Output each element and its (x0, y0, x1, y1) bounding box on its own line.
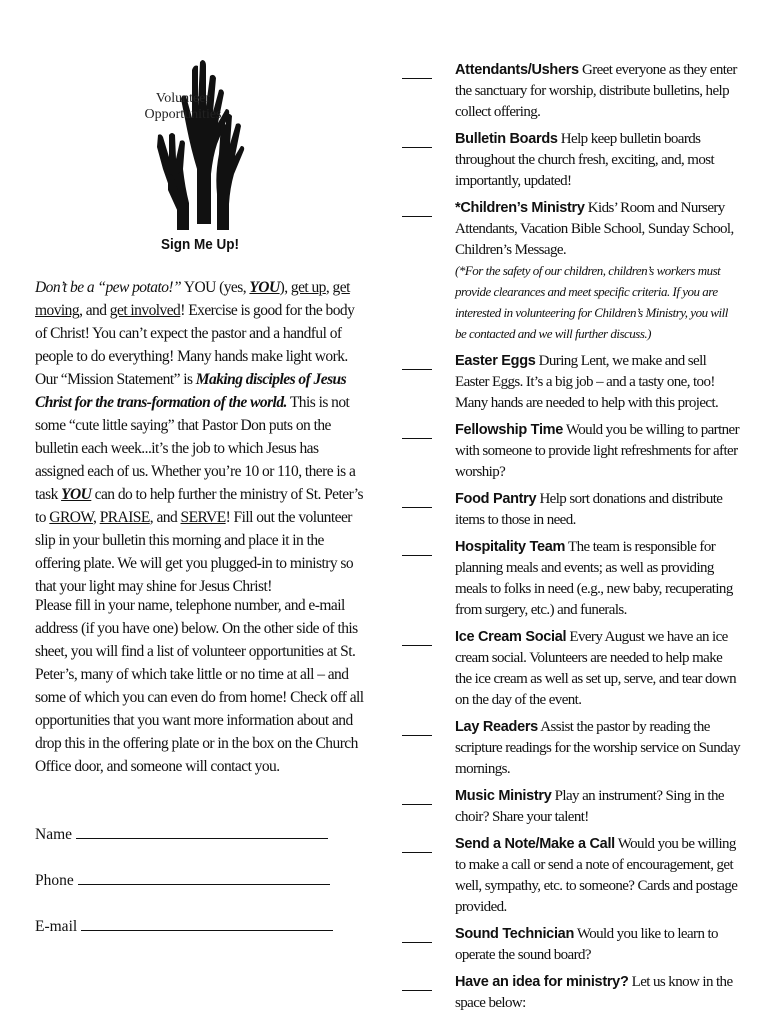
intro-grow: GROW (49, 509, 94, 526)
intro-you-emphasis: YOU (249, 279, 280, 296)
opportunity-item (400, 198, 740, 345)
intro-text: , and (149, 509, 181, 526)
raised-hands-icon (140, 55, 250, 230)
opportunity-desc: Assist the pastor by reading the scripture readings for the worship service on Sunday mornings. (455, 719, 740, 777)
opportunity-name: Attendants/Ushers (455, 62, 579, 78)
intro-text: , (93, 509, 100, 526)
opportunity-item (400, 717, 740, 780)
opportunity-item (400, 972, 740, 1014)
checkbox-blank[interactable] (402, 78, 432, 79)
intro-get-up: get up (290, 279, 326, 296)
opportunity-note: (*For the safety of our children, children’s workers must provide clearances and meet specific criteria. If you are interested in volunteering for Children’s Ministry, you will be contacted and we will further discuss.) (455, 263, 728, 341)
opportunity-name: Fellowship Time (455, 422, 564, 438)
opportunity-name: Have an idea for ministry? (455, 974, 629, 990)
intro-text: ! Fill out the volunteer slip in your bulletin this morning and place it in the offering plate. We will get you plugged-in to ministry so that your light may shine for Jesus Christ! (35, 509, 354, 595)
opportunity-desc: Would you like to learn to operate the sound board? (455, 926, 718, 963)
logo-line-2: Opportunities (144, 107, 222, 122)
opportunity-name: Send a Note/Make a Call (455, 836, 615, 852)
opportunity-item (400, 420, 740, 483)
opportunity-name: Sound Technician (455, 926, 574, 942)
mission-statement: Making disciples of Jesus Christ for the trans-formation of the world. (35, 371, 347, 411)
intro-text: , and (79, 302, 110, 319)
name-input-line[interactable] (76, 822, 328, 839)
checkbox-blank[interactable] (402, 369, 432, 370)
opportunity-desc: Let us know in the space below: (455, 974, 733, 1011)
opportunity-item (400, 627, 740, 711)
checkbox-blank[interactable] (402, 147, 432, 148)
opportunity-name: Lay Readers (455, 719, 538, 735)
opportunity-name: Hospitality Team (455, 539, 566, 555)
opportunity-desc: Greet everyone as they enter the sanctuary for worship, distribute bulletins, help collect offering. (455, 62, 737, 120)
opportunity-desc: Help keep bulletin boards throughout the church fresh, exciting, and, most importantly, updated! (455, 131, 715, 189)
checkbox-blank[interactable] (402, 735, 432, 736)
volunteer-logo (140, 55, 250, 230)
opportunity-desc: During Lent, we make and sell Easter Eggs. It’s a big job – and a tasty one, too! Many hands are needed to help with this project. (455, 353, 719, 411)
opportunity-item (400, 489, 740, 531)
intro-paragraph (35, 276, 367, 598)
opportunity-name: Food Pantry (455, 491, 537, 507)
phone-field-row (35, 868, 335, 890)
name-field-row (35, 822, 335, 844)
instructions-paragraph (35, 594, 367, 778)
opportunity-desc: Help sort donations and distribute items to those in need. (455, 491, 723, 528)
logo-text (144, 91, 222, 123)
opportunity-name: Ice Cream Social (455, 629, 567, 645)
opportunity-desc: Kids’ Room and Nursery Attendants, Vacation Bible School, Sunday School, Children’s Message. (455, 200, 734, 258)
opportunity-name: Easter Eggs (455, 353, 536, 369)
opportunity-item (400, 834, 740, 918)
opportunity-item (400, 60, 740, 123)
opportunity-item (400, 924, 740, 966)
opportunity-item (400, 786, 740, 828)
intro-pew-potato: Don’t be a “pew potato!” (35, 279, 182, 296)
opportunity-desc: The team is responsible for planning meals and events; as well as providing meals to folks in need (e.g., new baby, recuperating from surgery, etc.) and funerals. (455, 539, 733, 618)
sign-me-up-heading: Sign Me Up! (160, 236, 239, 253)
intro-get-involved: get involved (109, 302, 181, 319)
phone-input-line[interactable] (78, 868, 330, 885)
opportunity-name: Music Ministry (455, 788, 552, 804)
checkbox-blank[interactable] (402, 507, 432, 508)
opportunity-item (400, 351, 740, 414)
intro-praise: PRAISE (99, 509, 150, 526)
checkbox-blank[interactable] (402, 555, 432, 556)
opportunity-name: *Children’s Ministry (455, 200, 585, 216)
name-label: Name (35, 826, 73, 843)
checkbox-blank[interactable] (402, 438, 432, 439)
email-label: E-mail (35, 918, 78, 935)
intro-text: can do to help further the ministry of St. Peter’s to (35, 486, 364, 526)
checkbox-blank[interactable] (402, 990, 432, 991)
opportunities-list (400, 60, 740, 1020)
opportunity-desc: Would you be willing to partner with someone to provide light refreshments for after worship? (455, 422, 739, 480)
intro-text: YOU (yes, (181, 279, 250, 296)
intro-get-moving: get moving (35, 279, 350, 319)
intro-text: ! Exercise is good for the body of Christ! You can’t expect the pastor and a handful of people to do everything! Many hands make light work. Our “Mission Statement” is (35, 302, 355, 388)
checkbox-blank[interactable] (402, 852, 432, 853)
email-field-row (35, 914, 335, 936)
checkbox-blank[interactable] (402, 804, 432, 805)
opportunity-item (400, 129, 740, 192)
opportunity-desc: Would you be willing to make a call or send a note of encouragement, get well, sympathy, etc. to someone? Cards and postage provided. (455, 836, 738, 915)
email-input-line[interactable] (81, 914, 333, 931)
intro-you-emphasis: YOU (61, 486, 92, 503)
intro-text: , (325, 279, 333, 296)
intro-text: ), (279, 279, 291, 296)
logo-line-1: Volunteer (155, 91, 211, 106)
opportunity-name: Bulletin Boards (455, 131, 558, 147)
intro-text: This is not some “cute little saying” that Pastor Don puts on the bulletin each week...it’s the job to which Jesus has assigned each of us. Whether you’re 10 or 110, there is a task (35, 394, 356, 503)
intro-serve: SERVE (180, 509, 226, 526)
phone-label: Phone (35, 872, 74, 889)
opportunity-desc: Every August we have an ice cream social. Volunteers are needed to help make the ice cream as well as set up, serve, and tear down on the day of the event. (455, 629, 736, 708)
opportunity-desc: Play an instrument? Sing in the choir? Share your talent! (455, 788, 724, 825)
instructions-text: Please fill in your name, telephone number, and e-mail address (if you have one) below. On the other side of this sheet, you will find a list of volunteer opportunities at St. Peter’s, many of which take little or no time at all – and some of which you can even do from home! Check off all opportunities that you want more information about and drop this in the offering plate or in the box on the Church Office door, and someone will contact you. (35, 597, 364, 775)
checkbox-blank[interactable] (402, 942, 432, 943)
checkbox-blank[interactable] (402, 216, 432, 217)
checkbox-blank[interactable] (402, 645, 432, 646)
opportunity-item (400, 537, 740, 621)
